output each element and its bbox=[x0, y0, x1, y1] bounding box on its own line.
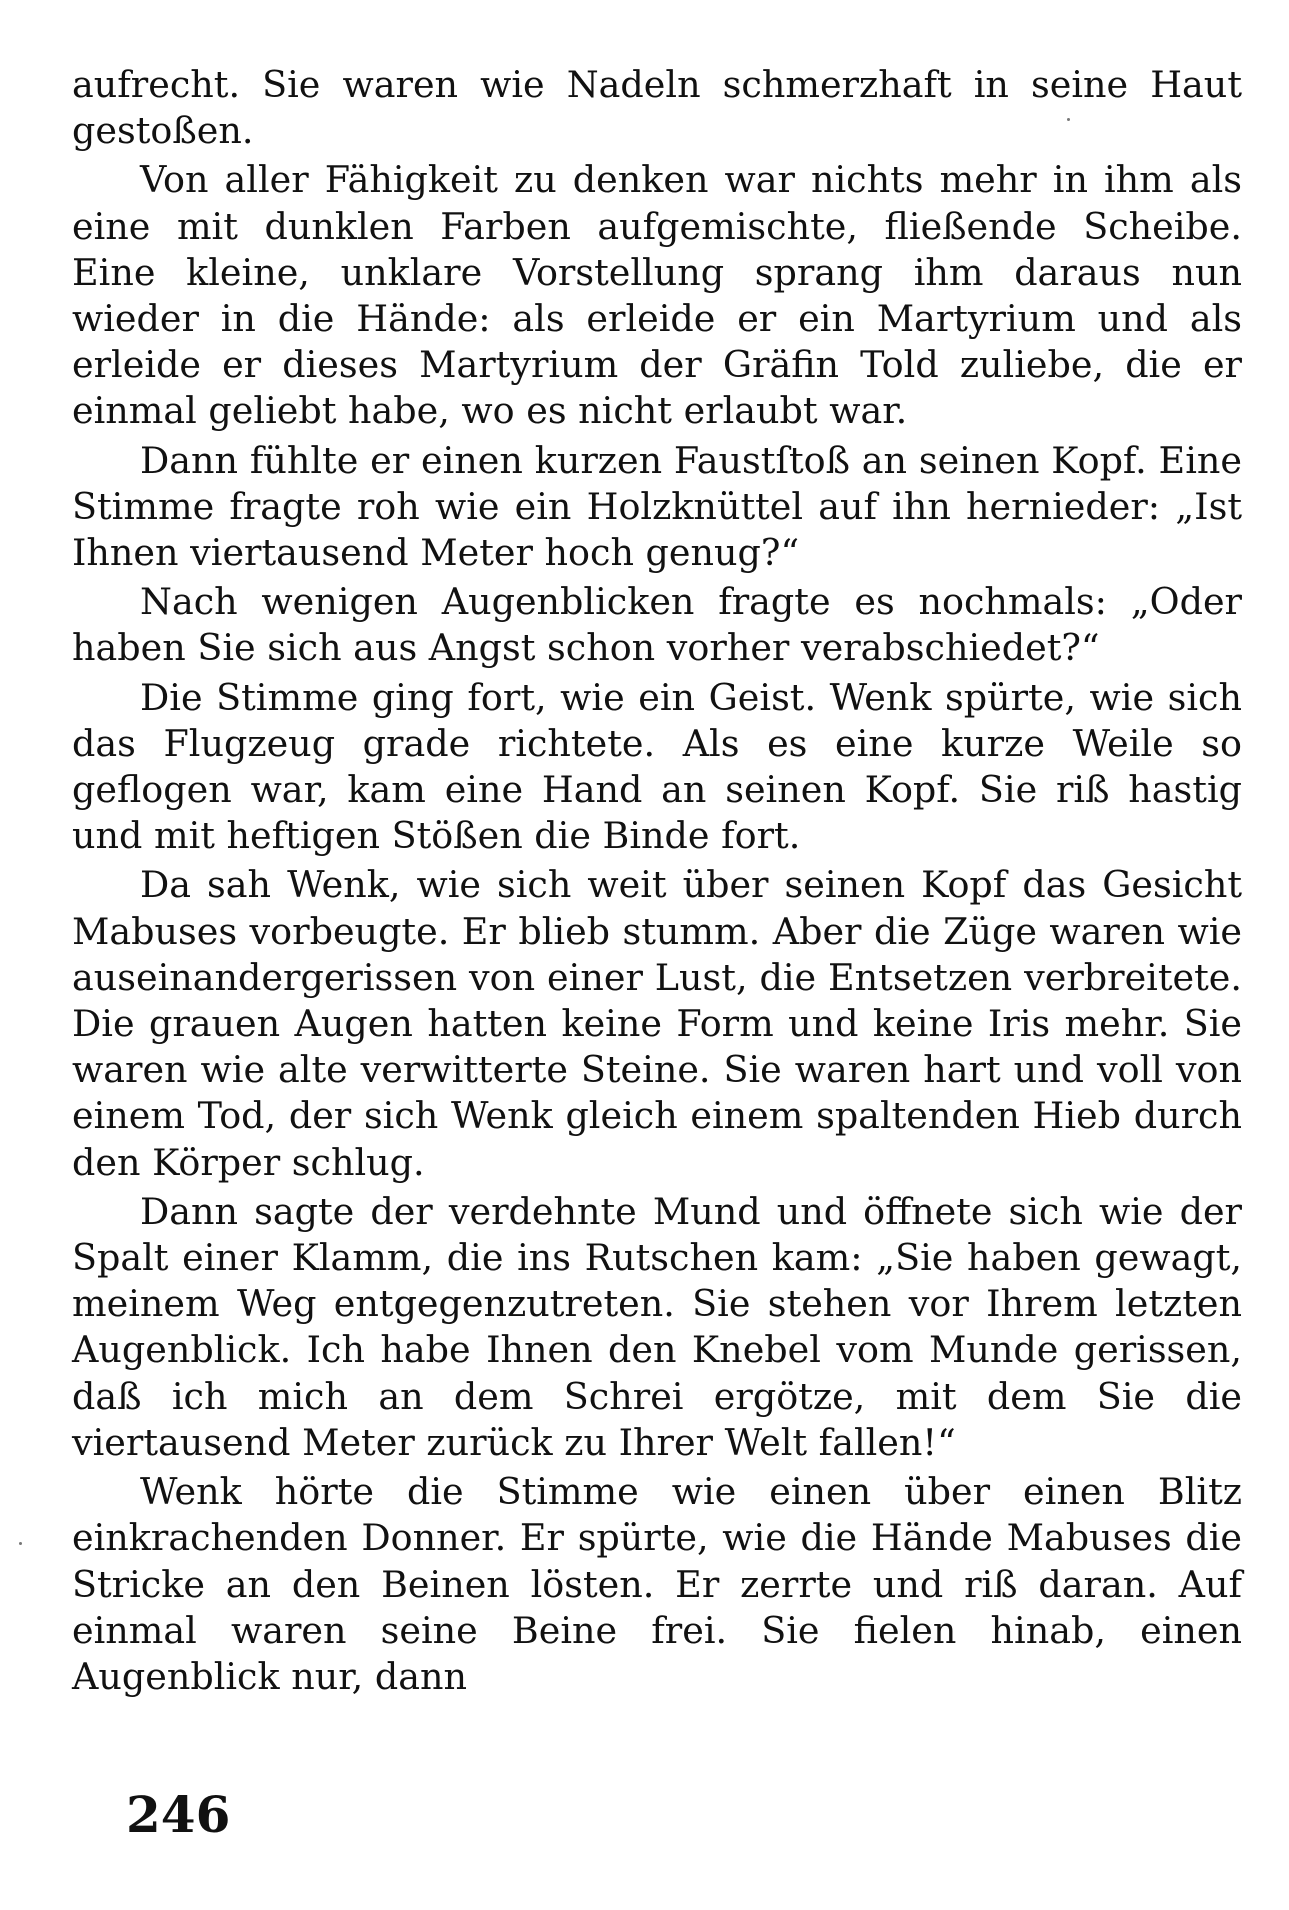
body-text bbox=[72, 62, 1242, 1703]
paragraph-1: aufrecht. Sie waren wie Nadeln schmerzhaft in seine Haut gestoßen. bbox=[72, 63, 1242, 153]
paragraph-2: Von aller Fähigkeit zu denken war nichts mehr in ihm als eine mit dunklen Farben aufgemischte, fließende Scheibe. Eine kleine, unklare Vorstellung sprang ihm daraus nun wieder in die Hände: als erleide er ein Martyrium und als erleide er dieses Martyrium der Gräfin Told zuliebe, die er einmal geliebt habe, wo es nicht erlaubt war. bbox=[72, 158, 1242, 433]
paragraph-7: Dann sagte der verdehnte Mund und öffnete sich wie der Spalt einer Klamm, die ins Rutschen kam: „Sie haben gewagt, meinem Weg entgegenzutreten. Sie stehen vor Ihrem letzten Augenblick. Ich habe Ihnen den Knebel vom Munde gerissen, daß ich mich an dem Schrei ergötze, mit dem Sie die viertausend Meter zurück zu Ihrer Welt fallen!“ bbox=[72, 1189, 1242, 1464]
page-number: 246 bbox=[126, 1785, 231, 1844]
paragraph-8: Wenk hörte die Stimme wie einen über einen Blitz einkrachenden Donner. Er spürte, wie die Hände Mabuses die Stricke an den Beinen lösten. Er zerrte und riß daran. Auf einmal waren seine Beine frei. Sie fielen hinab, einen Augenblick nur, dann bbox=[72, 1470, 1242, 1698]
paragraph-5: Die Stimme ging fort, wie ein Geist. Wenk spürte, wie sich das Flugzeug grade richtete. Als es eine kurze Weile so geflogen war, kam eine Hand an seinen Kopf. Sie riß hastig und mit heftigen Stößen die Binde fort. bbox=[72, 675, 1242, 858]
paragraph-6: Da sah Wenk, wie sich weit über seinen Kopf das Gesicht Mabuses vorbeugte. Er blieb stumm. Aber die Züge waren wie auseinandergerissen von einer Lust, die Entsetzen verbreitete. Die grauen Augen hatten keine Form und keine Iris mehr. Sie waren wie alte verwitterte Steine. Sie waren hart und voll von einem Tod, der sich Wenk gleich einem spaltenden Hieb durch den Körper schlug. bbox=[72, 863, 1242, 1184]
paragraph-4: Nach wenigen Augenblicken fragte es nochmals: „Oder haben Sie sich aus Angst schon vorher verabschiedet?“ bbox=[72, 580, 1242, 670]
paragraph-3: Dann fühlte er einen kurzen Faustſtoß an seinen Kopf. Eine Stimme fragte roh wie ein Holzknüttel auf ihn hernieder: „Ist Ihnen viertausend Meter hoch genug?“ bbox=[72, 438, 1242, 575]
print-speck bbox=[19, 1542, 22, 1545]
print-speck bbox=[1067, 118, 1070, 121]
